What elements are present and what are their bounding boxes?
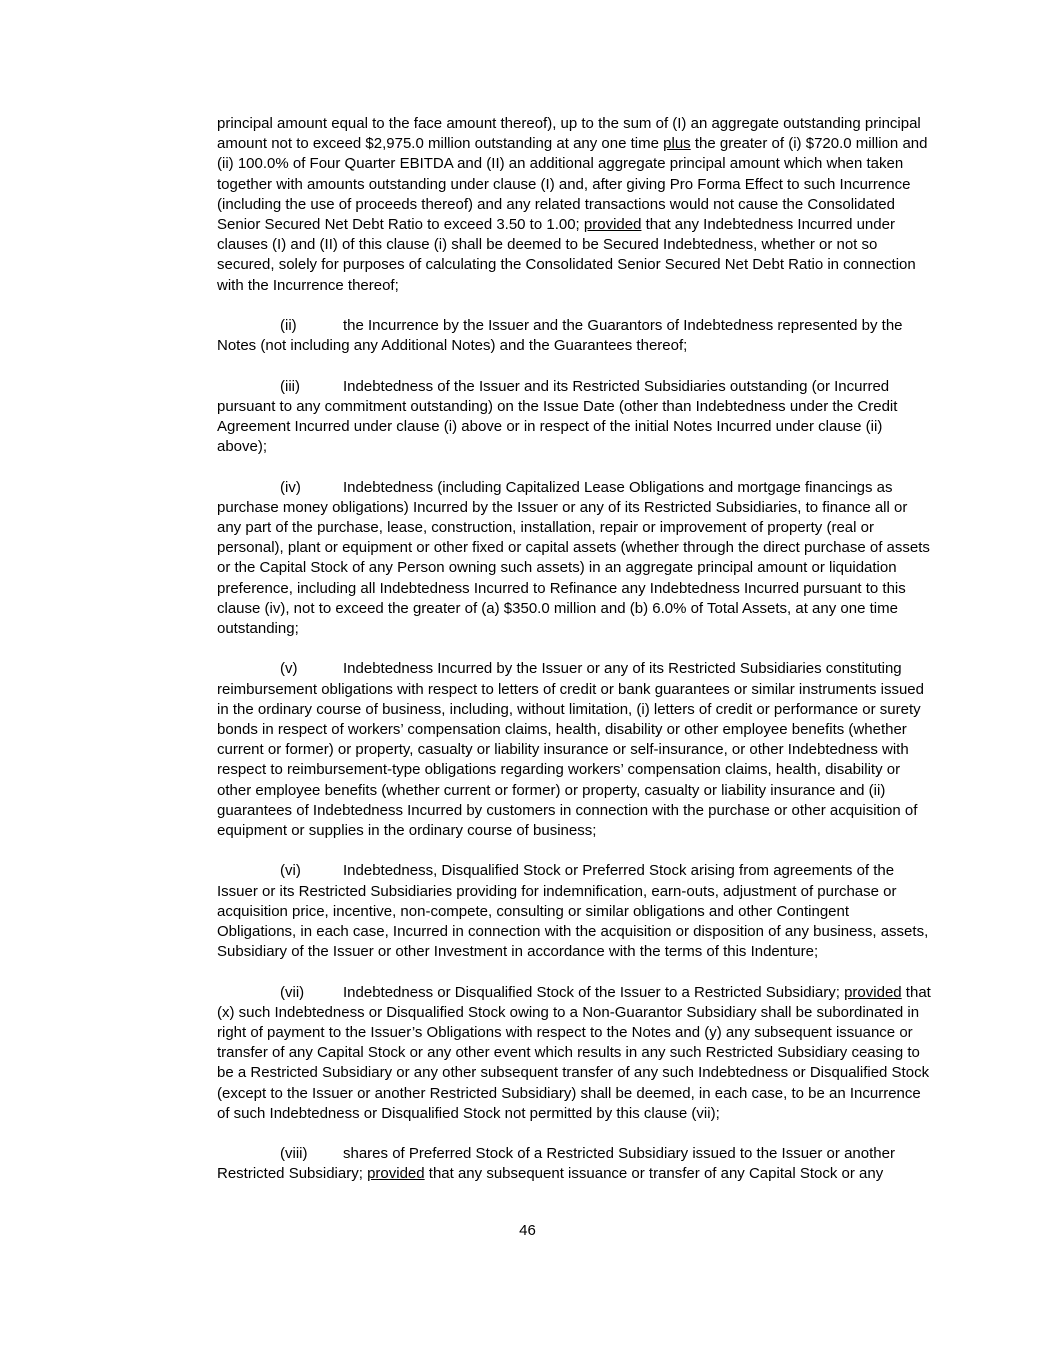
paragraph	[217, 861, 931, 962]
underlined-term: provided	[583, 216, 642, 234]
text-segment: the greater of (i) $720.0 million and (ii) 100.0% of Four Quarter EBITDA and (II) an additional aggregate principal amount which when taken together with amounts outstanding under clause (I) and, after giving Pro Forma Effect to such Incurrence (including the use of proceeds thereof) and any related transactions would not cause the Consolidated Senior Secured Net Debt Ratio to exceed 3.50 to 1.00;	[217, 135, 928, 234]
text-segment: that any subsequent issuance or transfer of any Capital Stock or any	[424, 1165, 884, 1183]
paragraph	[217, 659, 931, 841]
text-segment: Indebtedness, Disqualified Stock or Preferred Stock arising from agreements of the Issuer or its Restricted Subsidiaries providing for indemnification, earn-outs, adjustment of purchase or acquisition price, incentive, non-compete, consulting or similar obligations and other Contingent Obligations, in each case, Incurred in connection with the acquisition or disposition of any business, assets, Subsidiary of the Issuer or other Investment in accordance with the terms of this Indenture;	[217, 862, 929, 961]
text-segment: Indebtedness or Disqualified Stock of the Issuer to a Restricted Subsidiary;	[343, 983, 845, 1001]
clause-label: (vi)	[280, 862, 301, 880]
underlined-term: provided	[367, 1165, 425, 1183]
document-body	[217, 114, 931, 1205]
paragraph	[217, 377, 931, 458]
paragraph	[217, 478, 931, 640]
underlined-term: provided	[844, 983, 902, 1001]
text-segment: Indebtedness Incurred by the Issuer or any of its Restricted Subsidiaries constituting reimbursement obligations with respect to letters of credit or bank guarantees or similar instruments issued in the ordinary course of business, including, without limitation, (i) letters of credit or performance or surety bonds in respect of workers’ compensation claims, health, disability or other employee benefits (whether current or former) or property, casualty or liability insurance or self-insurance, or other Indebtedness with respect to reimbursement-type obligations regarding workers’ compensation claims, health, disability or other employee benefits (whether current or former) or property, casualty or liability insurance and (ii) guarantees of Indebtedness Incurred by customers in connection with the purchase or other acquisition of equipment or supplies in the ordinary course of business;	[217, 660, 924, 840]
page-number: 46	[519, 1222, 536, 1239]
text-segment: that any Indebtedness Incurred under clauses (I) and (II) of this clause (i) shall be deemed to be Secured Indebtedness, whether or not so secured, solely for purposes of calculating the Consolidated Senior Secured Net Debt Ratio in connection with the Incurrence thereof;	[217, 216, 916, 294]
text-segment: the Incurrence by the Issuer and the Guarantors of Indebtedness represented by the Notes (not including any Additional Notes) and the Guarantees thereof;	[217, 317, 903, 355]
clause-label: (v)	[280, 660, 298, 678]
paragraph	[217, 114, 931, 296]
text-segment: shares of Preferred Stock of a Restricted Subsidiary issued to the Issuer or another Restricted Subsidiary;	[217, 1145, 895, 1183]
clause-label: (vii)	[280, 983, 305, 1001]
text-segment: that (x) such Indebtedness or Disqualified Stock owing to a Non-Guarantor Subsidiary shall be subordinated in right of payment to the Issuer’s Obligations with respect to the Notes and (y) any subsequent issuance or transfer of any Capital Stock or any other event which results in any such Restricted Subsidiary ceasing to be a Restricted Subsidiary or any other subsequent transfer of any such Indebtedness or Disqualified Stock (except to the Issuer or another Restricted Subsidiary) shall be deemed, in each case, to be an Incurrence of such Indebtedness or Disqualified Stock not permitted by this clause (vii);	[217, 983, 931, 1122]
underlined-term: plus	[663, 135, 691, 153]
paragraph	[217, 316, 931, 356]
text-segment: principal amount equal to the face amount thereof), up to the sum of (I) an aggregate outstanding principal amount not to exceed $2,975.0 million outstanding at any one time	[217, 115, 921, 153]
text-segment: Indebtedness of the Issuer and its Restricted Subsidiaries outstanding (or Incurred pursuant to any commitment outstanding) on the Issue Date (other than Indebtedness under the Credit Agreement Incurred under clause (i) above or in respect of the initial Notes Incurred under clause (ii) above);	[217, 377, 898, 456]
clause-label: (iii)	[280, 377, 300, 395]
text-segment: Indebtedness (including Capitalized Lease Obligations and mortgage financings as purchase money obligations) Incurred by the Issuer or any of its Restricted Subsidiaries, to finance all or any part of the purchase, lease, construction, installation, repair or improvement of property (real or personal), plant or equipment or other fixed or capital assets (whether through the direct purchase of assets or the Capital Stock of any Person owning such assets) in an aggregate principal amount or liquidation preference, including all Indebtedness Incurred to Refinance any Indebtedness Incurred pursuant to this clause (iv), not to exceed the greater of (a) $350.0 million and (b) 6.0% of Total Assets, at any one time outstanding;	[217, 478, 930, 638]
clause-label: (iv)	[280, 478, 301, 496]
paragraph	[217, 1144, 931, 1184]
clause-label: (ii)	[280, 317, 297, 335]
paragraph	[217, 983, 931, 1124]
clause-label: (viii)	[280, 1145, 308, 1163]
